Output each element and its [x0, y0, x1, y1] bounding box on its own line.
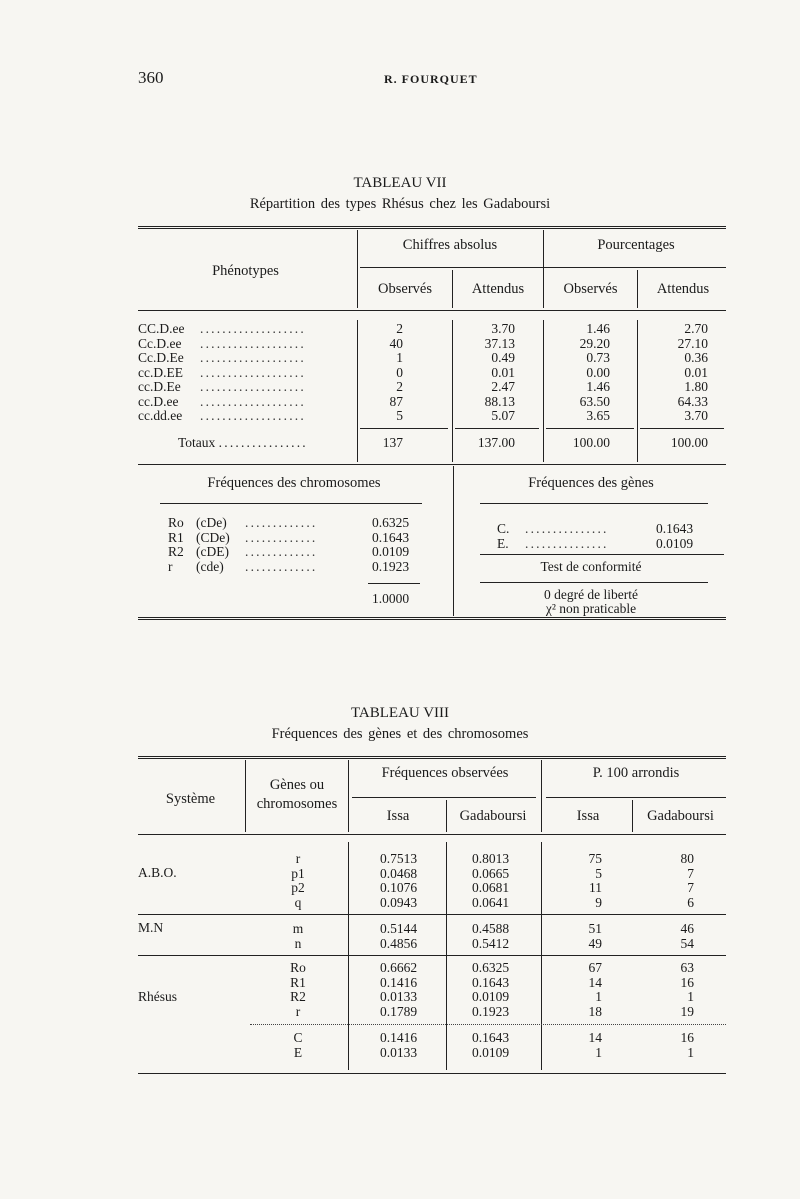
th-observed: Fréquences observées: [381, 765, 509, 781]
system-mn: M.N: [138, 920, 164, 935]
running-head-author: R. FOURQUET: [384, 72, 478, 86]
th-genes-line1: Gènes ou: [269, 777, 325, 793]
conformity-test-heading: Test de conformité: [540, 559, 642, 574]
th-pct-observed: Observés: [563, 281, 618, 297]
abo-pct-issa: 75 5 11 9: [588, 851, 602, 910]
table7-title: TABLEAU VII: [353, 175, 447, 191]
conformity-test-dof: 0 degré de liberté: [543, 587, 639, 602]
pct-expected-column: 2.70 27.10 0.36 0.01 1.80 64.33 3.70: [677, 321, 708, 423]
ce-pct-issa: 14 1: [588, 1030, 602, 1060]
rhesus-pct-issa: 67 14 1 18: [588, 960, 602, 1019]
table-row-phenotype: cc.dd.ee: [138, 408, 183, 423]
abo-pct-gada: 80 7 7 6: [680, 851, 694, 910]
table-row-phenotype: Cc.D.ee: [138, 335, 182, 351]
table8-title: TABLEAU VIII: [350, 705, 450, 721]
observed-column: 2 40 1 0 2 87 5: [389, 321, 403, 423]
ce-pct-gada: 16 1: [680, 1030, 694, 1060]
totals-observed: 137: [382, 435, 403, 450]
ce-genes: C E: [293, 1030, 303, 1060]
pct-observed-column: 1.46 29.20 0.73 0.00 1.46 63.50 3.65: [579, 321, 610, 423]
gene-freq-heading: Fréquences des gènes: [528, 475, 654, 491]
th-phenotypes: Phénotypes: [212, 263, 279, 279]
chromosome-codes: Ro R1 R2 r: [168, 515, 184, 574]
system-rhesus: Rhésus: [138, 989, 178, 1004]
dot-leaders: ................... ................... ................... ................... ................... ................... ...................: [200, 321, 306, 423]
rhesus-pct-gada: 63 16 1 19: [680, 960, 694, 1019]
mn-gada: 0.4588 0.5412: [472, 921, 510, 951]
phenotype-column: [138, 322, 185, 424]
th-rounded: P. 100 arrondis: [592, 765, 680, 781]
totals-expected: 137.00: [477, 435, 515, 450]
table-row-phenotype: cc.D.EE: [138, 364, 183, 380]
chromosome-haplotypes: (cDe) (CDe) (cDE) (cde): [196, 515, 230, 574]
chromosome-freqs: 0.6325 0.1643 0.0109 0.1923: [372, 515, 410, 574]
th-genes-line2: chromosomes: [256, 796, 338, 812]
mn-pct-issa: 51 49: [588, 921, 602, 951]
conformity-test-chi2: χ² non praticable: [545, 601, 637, 616]
th-pct-expected: Attendus: [656, 281, 710, 297]
mn-issa: 0.5144 0.4856: [380, 921, 418, 951]
chromosome-total: 1.0000: [372, 591, 410, 606]
totals-pct-expected: 100.00: [670, 435, 708, 450]
th-gadaboursi: Gadaboursi: [459, 808, 527, 824]
abo-gada: 0.8013 0.0665 0.0681 0.0641: [472, 851, 510, 910]
th-issa: Issa: [386, 808, 410, 824]
gene-freqs: 0.1643 0.0109: [656, 521, 694, 551]
th-percent: Pourcentages: [597, 237, 675, 253]
totals-pct-observed: 100.00: [572, 435, 610, 450]
gene-codes: C. E.: [497, 521, 510, 551]
rhesus-issa: 0.6662 0.1416 0.0133 0.1789: [380, 960, 418, 1019]
page-number: 360: [138, 68, 164, 87]
ce-gada: 0.1643 0.0109: [472, 1030, 510, 1060]
th-absolute: Chiffres absolus: [402, 237, 498, 253]
table8-subtitle: Fréquences des gènes et des chromosomes: [271, 726, 529, 742]
system-abo: A.B.O.: [138, 865, 177, 880]
table-row-phenotype: cc.D.Ee: [138, 379, 181, 394]
ce-issa: 0.1416 0.0133: [380, 1030, 418, 1060]
mn-genes: m n: [292, 921, 304, 951]
table7-subtitle: Répartition des types Rhésus chez les Gadaboursi: [249, 196, 551, 212]
th-system: Système: [165, 791, 216, 807]
th-pct-gadaboursi: Gadaboursi: [647, 808, 714, 824]
th-abs-observed: Observés: [378, 281, 432, 297]
chromosome-freq-heading: Fréquences des chromosomes: [207, 475, 381, 491]
rhesus-gada: 0.6325 0.1643 0.0109 0.1923: [472, 960, 510, 1019]
th-pct-issa: Issa: [576, 808, 600, 824]
abo-genes: r p1 p2 q: [291, 851, 305, 910]
table-row-phenotype: Cc.D.Ee: [138, 350, 184, 365]
table-row-phenotype: cc.D.ee: [138, 393, 179, 409]
table-row-phenotype: CC.D.ee: [138, 321, 185, 336]
abo-issa: 0.7513 0.0468 0.1076 0.0943: [380, 851, 418, 910]
expected-column: 3.70 37.13 0.49 0.01 2.47 88.13 5.07: [484, 321, 515, 423]
rhesus-genes: Ro R1 R2 r: [290, 960, 306, 1019]
totals-label: Totaux ................: [178, 435, 308, 450]
mn-pct-gada: 46 54: [680, 921, 694, 951]
th-abs-expected: Attendus: [471, 281, 525, 297]
